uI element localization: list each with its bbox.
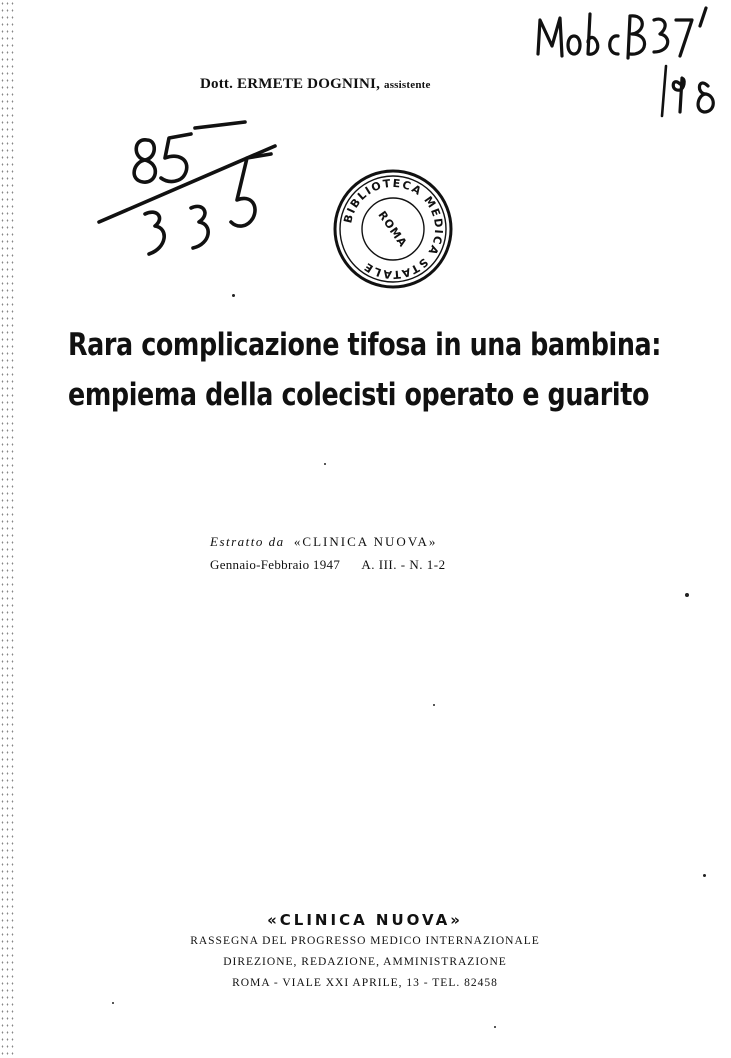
scan-speck: [685, 593, 689, 597]
scan-speck: [433, 704, 435, 706]
scan-edge-noise: [0, 0, 14, 1058]
scan-speck: [324, 463, 326, 465]
document-title: [68, 320, 662, 420]
scan-speck: [112, 1002, 114, 1004]
library-stamp: [332, 168, 454, 290]
excerpt-note: [210, 530, 446, 576]
title-line-1: Rara complicazione tifosa in una bambina:: [68, 327, 662, 363]
scan-speck: [703, 874, 706, 877]
publisher-block: [140, 910, 590, 994]
author-name: Dott. ERMETE DOGNINI,: [200, 76, 381, 92]
library-shelfmark-handwriting: [530, 6, 730, 126]
publisher-line-3: ROMA - VIALE XXI APRILE, 13 - TEL. 82458: [232, 977, 498, 989]
excerpt-volume: A. III. - N. 1-2: [361, 557, 446, 572]
scan-speck: [494, 1026, 496, 1028]
handwritten-inventory-number: [95, 118, 295, 268]
scan-speck: [232, 294, 235, 297]
title-line-2: empiema della colecisti operato e guarito: [68, 377, 649, 413]
stamp-inner-text: ROMA: [375, 208, 410, 250]
publisher-name: «CLINICA NUOVA»: [267, 911, 463, 929]
stamp-outer-text: BIBLIOTECA MEDICA STATALE: [341, 176, 446, 282]
author-role: assistente: [384, 79, 431, 91]
excerpt-journal: «CLINICA NUOVA»: [293, 534, 438, 549]
excerpt-from-label: Estratto da: [210, 534, 285, 549]
author-line: [200, 76, 431, 93]
publisher-line-1: RASSEGNA DEL PROGRESSO MEDICO INTERNAZIONALE: [190, 935, 540, 947]
excerpt-date: Gennaio-Febbraio 1947: [210, 557, 341, 572]
publisher-line-2: DIREZIONE, REDAZIONE, AMMINISTRAZIONE: [223, 956, 507, 968]
